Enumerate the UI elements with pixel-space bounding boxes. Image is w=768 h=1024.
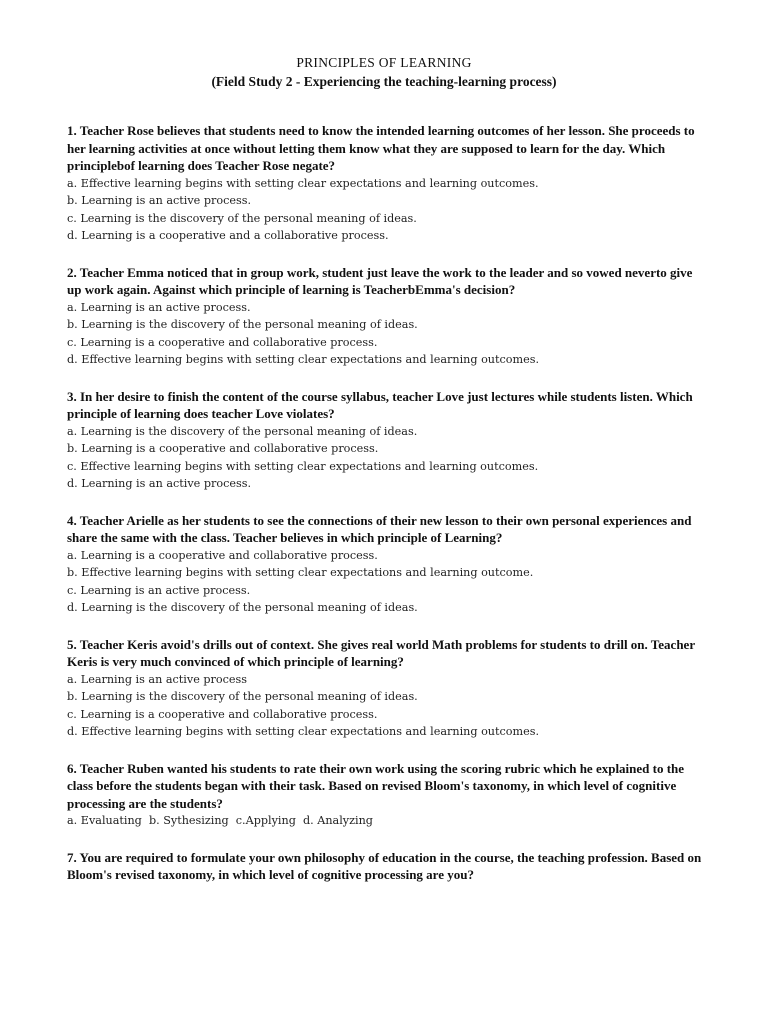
- question-2: [67, 264, 707, 369]
- option-d: d. Learning is an active process.: [67, 477, 252, 490]
- document-header: [0, 53, 768, 91]
- document-title: PRINCIPLES OF LEARNING: [296, 55, 472, 70]
- answer-options-inline: a. Evaluating b. Sythesizing c.Applying d. Analyzing: [67, 814, 373, 827]
- document-subtitle: (Field Study 2 - Experiencing the teaching-learning process): [211, 74, 557, 89]
- option-c: c. Effective learning begins with setting clear expectations and learning outcomes.: [67, 459, 539, 473]
- option-d: d. Learning is the discovery of the personal meaning of ideas.: [67, 601, 418, 614]
- option-a: a. Learning is a cooperative and collaborative process.: [67, 548, 378, 562]
- option-b: b. Effective learning begins with setting clear expectations and learning outcome.: [67, 566, 534, 579]
- answer-options: [67, 299, 707, 369]
- option-a: a. Effective learning begins with setting clear expectations and learning outcomes.: [67, 176, 539, 190]
- question-stem: 7. You are required to formulate your own philosophy of education in the course, the teaching profession. Based on Bloom's revised taxonomy, in which level of cognitive processing are you?: [67, 849, 702, 882]
- option-a: a. Learning is the discovery of the personal meaning of ideas.: [67, 424, 418, 438]
- question-6: [67, 760, 707, 830]
- question-list: [67, 122, 707, 903]
- option-a: a. Learning is an active process: [67, 672, 247, 686]
- option-c: c. Learning is an active process.: [67, 583, 251, 597]
- option-c: c. Learning is the discovery of the personal meaning of ideas.: [67, 211, 417, 225]
- option-c: c. Learning is a cooperative and collaborative process.: [67, 335, 378, 349]
- option-a: a. Learning is an active process.: [67, 300, 251, 314]
- answer-options: [67, 547, 707, 617]
- question-stem: 3. In her desire to finish the content of the course syllabus, teacher Love just lectures while students listen. Which principle of learning does teacher Love violates?: [67, 388, 693, 421]
- option-d: d. Effective learning begins with setting clear expectations and learning outcomes.: [67, 353, 540, 366]
- question-stem: 5. Teacher Keris avoid's drills out of context. She gives real world Math problems for students to drill on. Teacher Keris is very much convinced of which principle of learning?: [67, 636, 695, 669]
- question-5: [67, 636, 707, 741]
- question-stem: 2. Teacher Emma noticed that in group work, student just leave the work to the leader and so vowed neverto give up work again. Against which principle of learning is TeacherbEmma's decision?: [67, 264, 693, 297]
- question-stem: 1. Teacher Rose believes that students need to know the intended learning outcomes of her lesson. She proceeds to her learning activities at once without letting them know what they are supposed to learn for the day. Which principlebof learning does Teacher Rose negate?: [67, 123, 695, 173]
- option-b: b. Learning is an active process.: [67, 194, 252, 207]
- question-stem: 4. Teacher Arielle as her students to see the connections of their new lesson to their own personal experiences and share the same with the class. Teacher believes in which principle of Learning?: [67, 512, 692, 545]
- answer-options: [67, 423, 707, 493]
- question-4: [67, 512, 707, 617]
- answer-options: [67, 671, 707, 741]
- question-1: [67, 122, 707, 245]
- option-b: b. Learning is a cooperative and collaborative process.: [67, 442, 379, 455]
- option-b: b. Learning is the discovery of the personal meaning of ideas.: [67, 690, 418, 703]
- option-b: b. Learning is the discovery of the personal meaning of ideas.: [67, 318, 418, 331]
- option-d: d. Learning is a cooperative and a collaborative process.: [67, 229, 389, 242]
- question-7: [67, 849, 707, 884]
- option-d: d. Effective learning begins with setting clear expectations and learning outcomes.: [67, 725, 540, 738]
- question-stem: 6. Teacher Ruben wanted his students to rate their own work using the scoring rubric which he explained to the class before the students began with their task. Based on revised Bloom's taxonomy, in which level of cognitive processing are the students?: [67, 760, 685, 811]
- option-c: c. Learning is a cooperative and collaborative process.: [67, 707, 378, 721]
- question-3: [67, 388, 707, 493]
- answer-options: [67, 175, 707, 245]
